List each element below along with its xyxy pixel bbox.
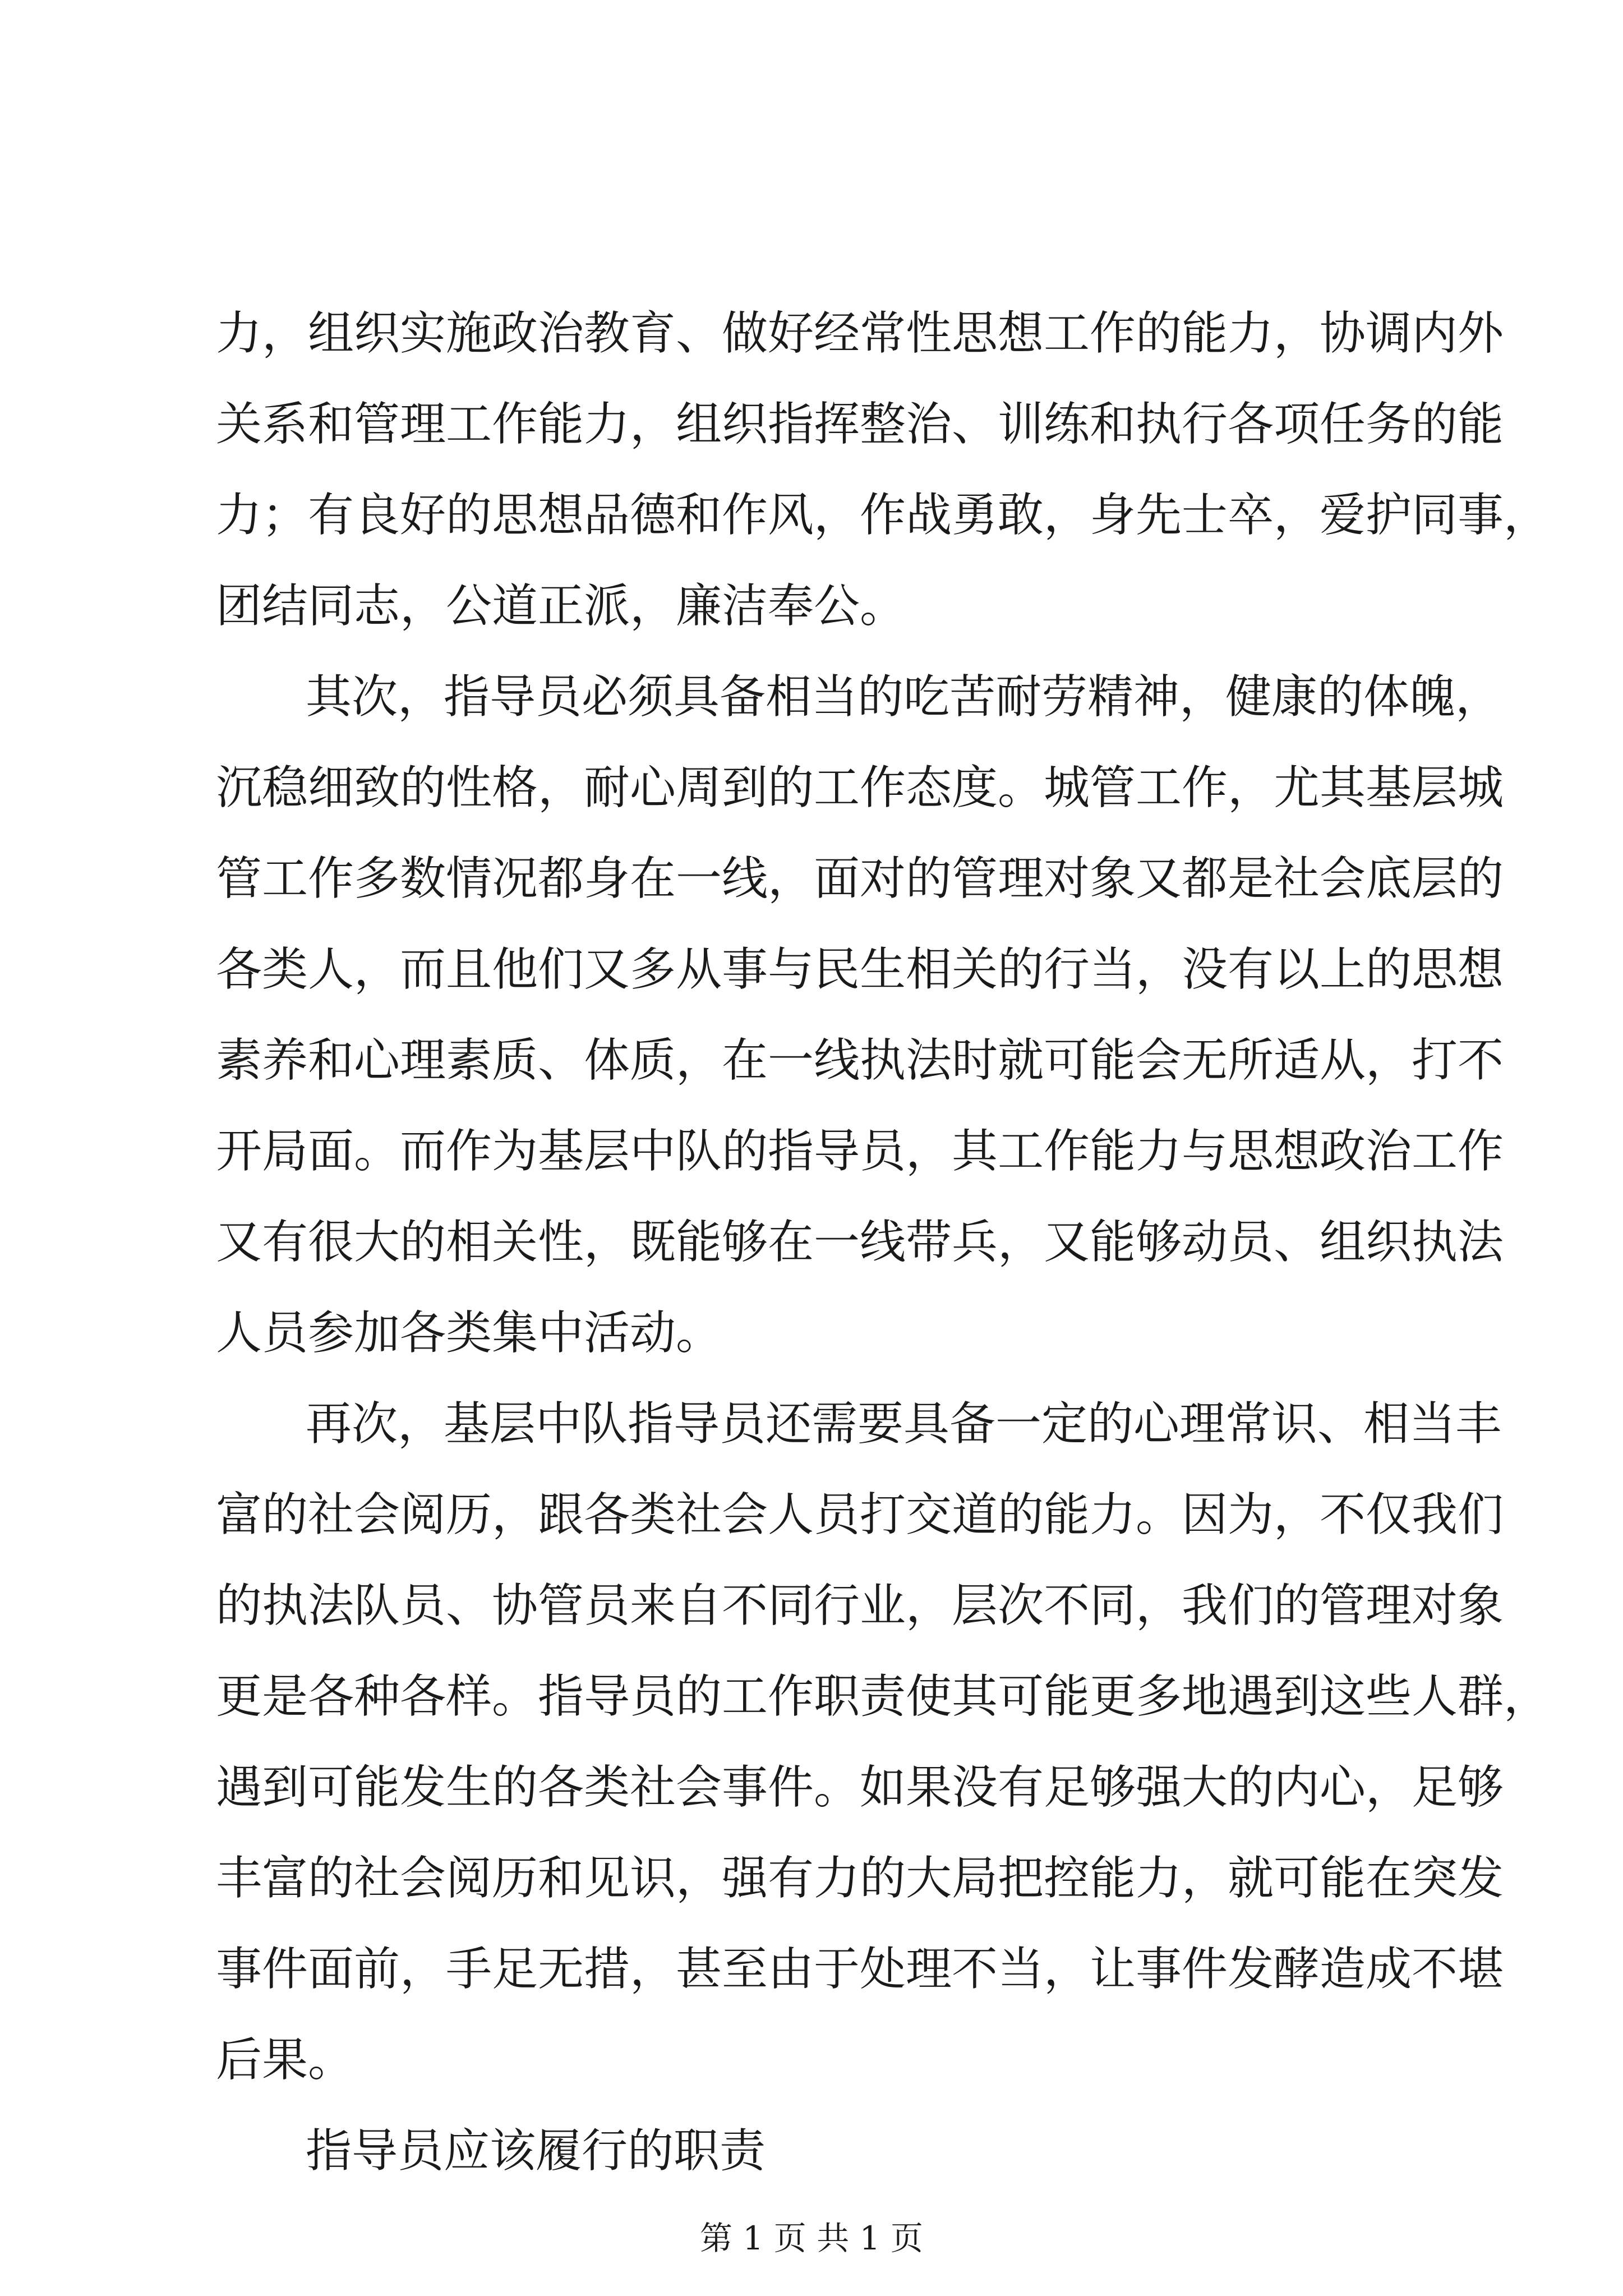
text-line: 各类人，而且他们又多从事与民生相关的行当，没有以上的思想 bbox=[216, 943, 1504, 996]
text-line: 管工作多数情况都身在一线，面对的管理对象又都是社会底层的 bbox=[216, 852, 1504, 905]
text-line: 人员参加各类集中活动。 bbox=[216, 1306, 722, 1360]
text-line: 开局面。而作为基层中队的指导员，其工作能力与思想政治工作 bbox=[216, 1125, 1504, 1178]
text-line: 关系和管理工作能力，组织指挥整治、训练和执行各项任务的能 bbox=[216, 398, 1504, 451]
text-line: 后果。 bbox=[216, 2033, 354, 2087]
text-line: 丰富的社会阅历和见识，强有力的大局把控能力，就可能在突发 bbox=[216, 1852, 1504, 1905]
text-line: 的执法队员、协管员来自不同行业，层次不同，我们的管理对象 bbox=[216, 1579, 1504, 1632]
text-line: 又有很大的相关性，既能够在一线带兵，又能够动员、组织执法 bbox=[216, 1216, 1504, 1269]
text-line: 沉稳细致的性格，耐心周到的工作态度。城管工作，尤其基层城 bbox=[216, 761, 1504, 815]
paragraph-start-line: 再次，基层中队指导员还需要具备一定的心理常识、相当丰 bbox=[306, 1397, 1502, 1451]
section-heading: 指导员应该履行的职责 bbox=[306, 2124, 766, 2178]
text-line: 事件面前，手足无措，甚至由于处理不当，让事件发酵造成不堪 bbox=[216, 1943, 1504, 1996]
text-line: 更是各种各样。指导员的工作职责使其可能更多地遇到这些人群， bbox=[216, 1670, 1550, 1723]
text-line: 素养和心理素质、体质，在一线执法时就可能会无所适从，打不 bbox=[216, 1034, 1504, 1087]
page-footer: 第 1 页 共 1 页 bbox=[700, 2219, 923, 2257]
text-line: 力，组织实施政治教育、做好经常性思想工作的能力，协调内外 bbox=[216, 307, 1504, 360]
text-line: 团结同志，公道正派，廉洁奉公。 bbox=[216, 579, 906, 633]
paragraph-start-line: 其次，指导员必须具备相当的吃苦耐劳精神，健康的体魄， bbox=[306, 670, 1502, 724]
text-line: 富的社会阅历，跟各类社会人员打交道的能力。因为，不仅我们 bbox=[216, 1488, 1504, 1542]
text-line: 力；有良好的思想品德和作风，作战勇敢，身先士卒，爱护同事， bbox=[216, 489, 1550, 542]
text-line: 遇到可能发生的各类社会事件。如果没有足够强大的内心，足够 bbox=[216, 1761, 1504, 1814]
